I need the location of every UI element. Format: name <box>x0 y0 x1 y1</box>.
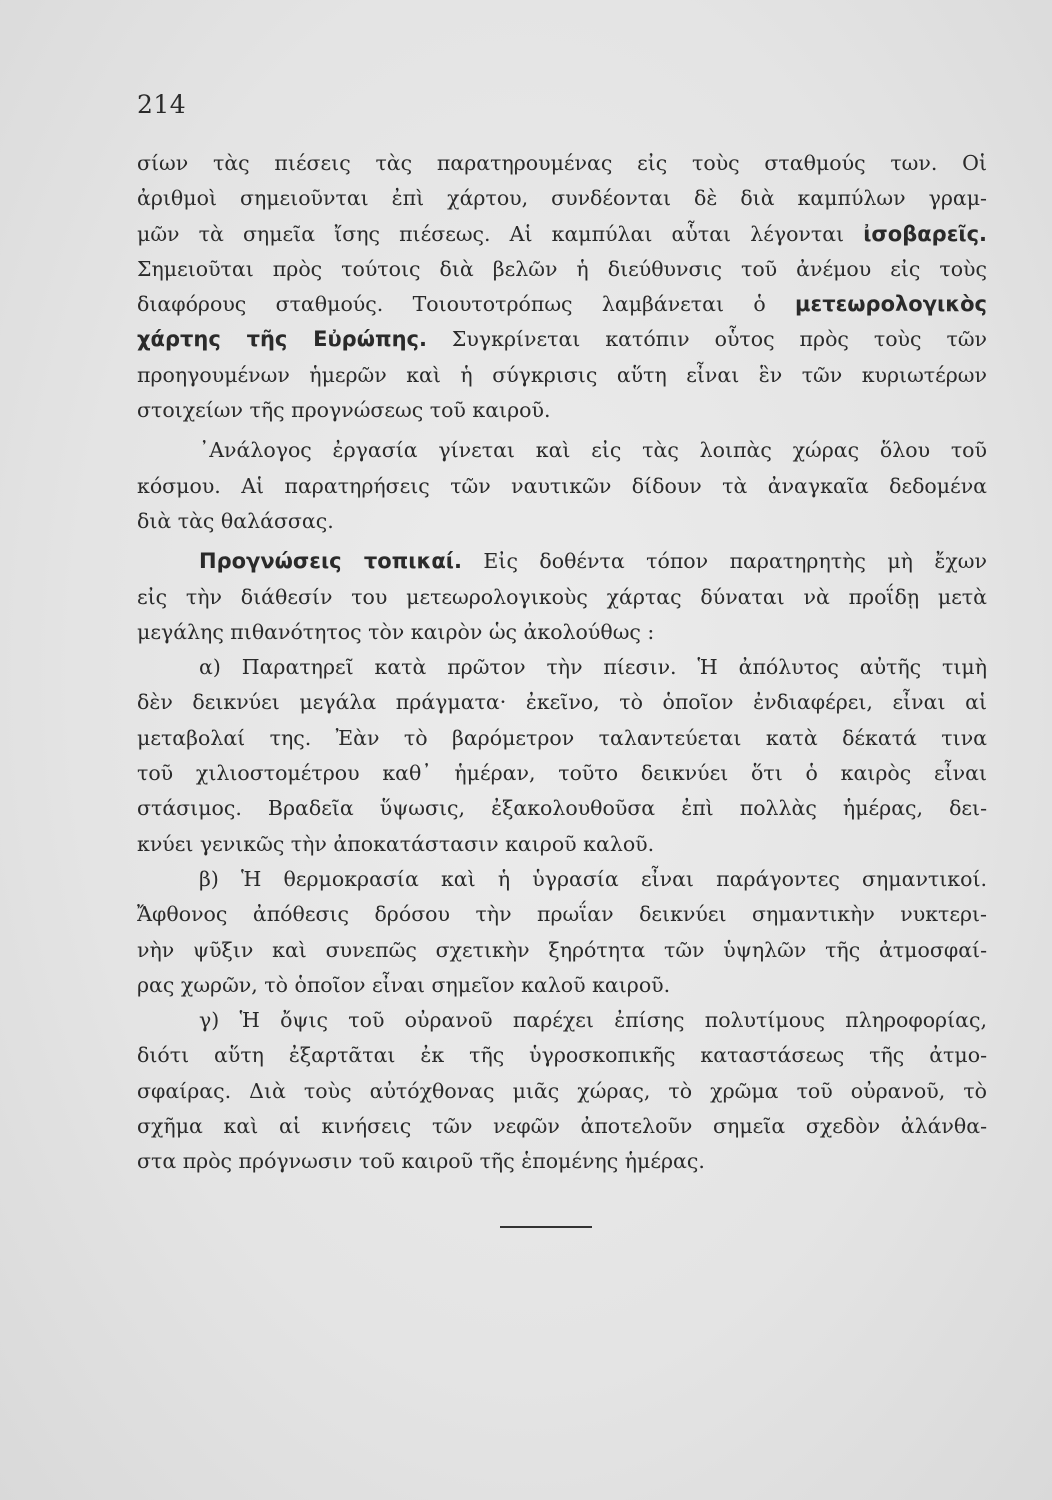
section-heading: Προγνώσεις τοπικαί. <box>199 549 462 574</box>
bold-term: ἰσοβαρεῖς. <box>863 221 987 246</box>
text-line <box>137 217 987 252</box>
text-line: ἀριθμοὶ σημειοῦνται ἐπὶ χάρτου, συνδέονται δὲ διὰ καμπύλων γραμ- <box>137 186 987 211</box>
text-line: νὴν ψῦξιν καὶ συνεπῶς σχετικὴν ξηρότητα τῶν ὑψηλῶν τῆς ἀτμοσφαί- <box>137 937 987 962</box>
text-line: στοιχείων τῆς προγνώσεως τοῦ καιροῦ. <box>137 398 551 423</box>
text-line: στάσιμος. Βραδεῖα ὕψωσις, ἐξακολουθοῦσα ἐπὶ πολλὰς ἡμέρας, δει- <box>137 796 987 821</box>
text-line <box>137 287 987 322</box>
paragraph <box>137 1003 987 1179</box>
text-line <box>137 544 987 579</box>
text-line: γ) Ἡ ὄψις τοῦ οὐρανοῦ παρέχει ἐπίσης πολυτίμους πληροφορίας, <box>199 1008 987 1033</box>
text-line: τοῦ χιλιοστομέτρου καθ᾿ ἡμέραν, τοῦτο δεικνύει ὅτι ὁ καιρὸς εἶναι <box>137 761 987 786</box>
text-line: Σημειοῦται πρὸς τούτοις διὰ βελῶν ἡ διεύθυνσις τοῦ ἀνέμου εἰς τοὺς <box>137 256 987 281</box>
paragraph <box>137 650 987 862</box>
text-line: α) Παρατηρεῖ κατὰ πρῶτον τὴν πίεσιν. Ἡ ἀπόλυτος αὐτῆς τιμὴ <box>199 655 987 680</box>
paragraph <box>137 433 987 539</box>
paragraph <box>137 862 987 1003</box>
text-line: εἰς τὴν διάθεσίν του μετεωρολογικοὺς χάρτας δύναται νὰ προΐδῃ μετὰ <box>137 584 987 609</box>
section-end-rule <box>500 1226 592 1228</box>
text-line: μεγάλης πιθανότητος τὸν καιρὸν ὡς ἀκολούθως : <box>137 619 655 644</box>
body-text <box>137 146 987 1180</box>
text-span: μῶν τὰ σημεῖα ἴσης πιέσεως. Αἱ καμπύλαι αὗται λέγονται <box>137 221 864 246</box>
text-line: Ἄφθονος ἀπόθεσις δρόσου τὴν πρωΐαν δεικνύει σημαντικὴν νυκτερι- <box>137 902 987 927</box>
text-line: προηγουμένων ἡμερῶν καὶ ἡ σύγκρισις αὕτη εἶναι ἓν τῶν κυριωτέρων <box>137 362 987 387</box>
text-line: διὰ τὰς θαλάσσας. <box>137 508 334 533</box>
text-line: κνύει γενικῶς τὴν ἀποκατάστασιν καιροῦ καλοῦ. <box>137 831 655 856</box>
text-line: ρας χωρῶν, τὸ ὁποῖον εἶναι σημεῖον καλοῦ καιροῦ. <box>137 972 671 997</box>
text-line: μεταβολαί της. Ἐὰν τὸ βαρόμετρον ταλαντεύεται κατὰ δέκατά τινα <box>137 725 987 750</box>
text-line: β) Ἡ θερμοκρασία καὶ ἡ ὑγρασία εἶναι παράγοντες σημαντικοί. <box>199 866 987 891</box>
paragraph <box>137 146 987 428</box>
text-span: Εἰς δοθέντα τόπον παρατηρητὴς μὴ ἔχων <box>461 549 987 574</box>
paragraph <box>137 544 987 650</box>
text-span: Συγκρίνεται κατόπιν οὗτος πρὸς τοὺς τῶν <box>426 327 987 352</box>
text-line: σίων τὰς πιέσεις τὰς παρατηρουμένας εἰς τοὺς σταθμούς των. Οἱ <box>137 151 987 175</box>
text-line: διότι αὕτη ἐξαρτᾶται ἐκ τῆς ὑγροσκοπικῆς καταστάσεως τῆς ἀτμο- <box>137 1043 987 1068</box>
text-line: ᾿Ανάλογος ἐργασία γίνεται καὶ εἰς τὰς λοιπὰς χώρας ὅλου τοῦ <box>199 438 987 463</box>
text-span: διαφόρους σταθμούς. Τοιουτοτρόπως λαμβάνεται ὁ <box>137 292 796 317</box>
text-line: σφαίρας. Διὰ τοὺς αὐτόχθονας μιᾶς χώρας, τὸ χρῶμα τοῦ οὐρανοῦ, τὸ <box>137 1078 987 1103</box>
bold-term: χάρτης τῆς Εὐρώπης. <box>137 327 427 352</box>
text-line: δὲν δεικνύει μεγάλα πράγματα· ἐκεῖνο, τὸ ὁποῖον ἐνδιαφέρει, εἶναι αἱ <box>137 690 987 715</box>
page-number: 214 <box>137 90 187 119</box>
text-line: στα πρὸς πρόγνωσιν τοῦ καιροῦ τῆς ἑπομένης ἡμέρας. <box>137 1149 705 1174</box>
text-line: σχῆμα καὶ αἱ κινήσεις τῶν νεφῶν ἀποτελοῦν σημεῖα σχεδὸν ἀλάνθα- <box>137 1114 987 1139</box>
text-line: κόσμου. Αἱ παρατηρήσεις τῶν ναυτικῶν δίδουν τὰ ἀναγκαῖα δεδομένα <box>137 473 987 498</box>
text-line <box>137 322 987 357</box>
bold-term: μετεωρολογικὸς <box>795 292 987 317</box>
